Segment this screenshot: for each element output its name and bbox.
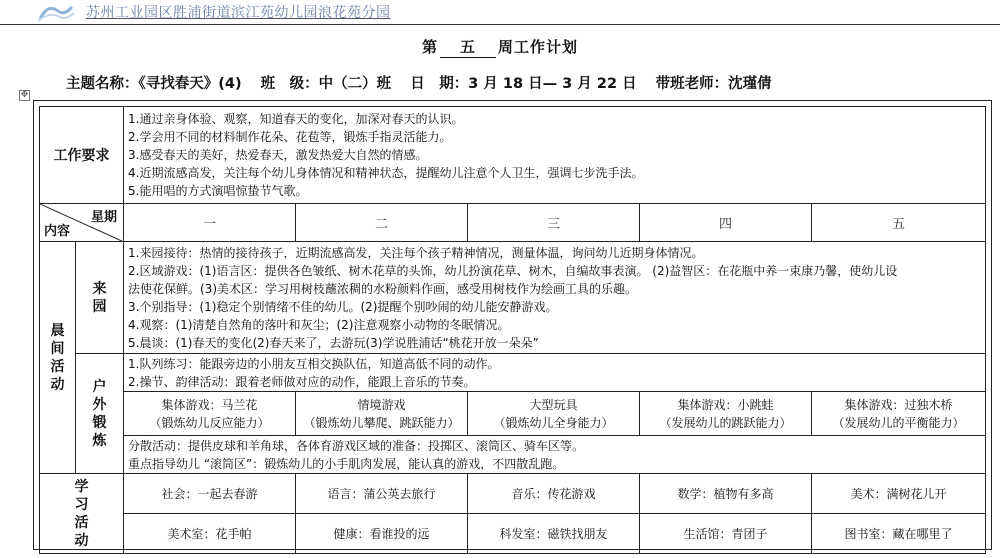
learning-row-1 <box>40 474 986 514</box>
table-move-handle-icon[interactable]: ✥ <box>20 90 29 100</box>
requirement-item: 4.近期流感高发，关注每个幼儿身体情况和精神状态，提醒幼儿注意个人卫生，强调七步洗手法。 <box>128 166 644 180</box>
outdoor-games-row <box>40 392 986 436</box>
day-wednesday: 三 <box>468 204 640 242</box>
requirements-list <box>124 107 986 204</box>
requirement-item: 3.感受春天的美好，热爱春天，激发热爱大自然的情感。 <box>128 148 428 162</box>
content-label: 内容 <box>44 224 71 239</box>
school-logo-icon <box>36 1 76 23</box>
learning-activities-label: 学习活动 <box>40 474 124 554</box>
requirements-label: 工作要求 <box>40 107 124 204</box>
outdoor-note: 重点指导幼儿 “滚筒区”：锻炼幼儿的小手肌肉发展，能认真的游戏，不四散乱跑。 <box>128 456 565 471</box>
weekly-plan-table <box>39 106 986 554</box>
outdoor-label: 户外锻炼 <box>76 354 124 474</box>
day-header-row <box>40 204 986 242</box>
exercise-item: 2.操节、韵律活动：跟着老师做对应的动作，能跟上音乐的节奏。 <box>128 374 476 389</box>
room-monday: 美术室：花手帕 <box>124 514 296 554</box>
arrival-item: 法使花保鲜。(3)美术区：学习用树枝蘸浓稠的水粉颜料作画，感受用树枝作为绘画工具的乐趣。 <box>128 281 638 296</box>
outdoor-exercises <box>124 354 986 392</box>
page-title <box>0 36 1000 58</box>
game-thursday: 集体游戏：小跳蛙 （发展幼儿的跳跃能力） <box>640 392 812 436</box>
title-suffix: 周工作计划 <box>498 38 579 56</box>
plan-info-line <box>66 72 786 93</box>
day-content-corner <box>40 204 124 242</box>
learning-wednesday: 音乐：传花游戏 <box>468 474 640 514</box>
requirement-item: 1.通过亲身体验、观察，知道春天的变化，加深对春天的认识。 <box>128 112 464 126</box>
learning-thursday: 数学：植物有多高 <box>640 474 812 514</box>
header-divider <box>0 24 1000 25</box>
game-tuesday: 情境游戏 （锻炼幼儿攀爬、跳跃能力） <box>296 392 468 436</box>
learning-friday: 美术：满树花儿开 <box>812 474 986 514</box>
outdoor-exercise-row <box>40 354 986 392</box>
teacher-name: 带班老师：沈瑾倩 <box>655 76 772 92</box>
page-header <box>0 0 1000 26</box>
day-tuesday: 二 <box>296 204 468 242</box>
learning-row-2 <box>40 514 986 554</box>
week-number: 五 <box>440 36 496 58</box>
learning-monday: 社会：一起去春游 <box>124 474 296 514</box>
requirement-item: 5.能用唱的方式演唱惊蛰节气歌。 <box>128 184 308 198</box>
arrival-label: 来园 <box>76 242 124 354</box>
day-friday: 五 <box>812 204 986 242</box>
day-monday: 一 <box>124 204 296 242</box>
arrival-row <box>40 242 986 354</box>
outdoor-notes-row <box>40 436 986 474</box>
plan-table-frame <box>33 100 992 550</box>
title-prefix: 第 <box>421 38 438 56</box>
date-range: 日 期：3 月 18 日— 3 月 22 日 <box>410 76 637 92</box>
school-name: 苏州工业园区胜浦街道滨江苑幼儿园浪花苑分园 <box>86 5 391 21</box>
arrival-item: 2.区域游戏：(1)语言区：提供各色皱纸、树木花草的头饰，幼儿扮演花草、树木，自编故事表演。 (2)益智区：在花瓶中养一束康乃馨，使幼儿设 <box>128 263 898 278</box>
class-name: 班 级：中（二）班 <box>260 76 392 92</box>
game-monday: 集体游戏：马兰花 （锻炼幼儿反应能力） <box>124 392 296 436</box>
outdoor-note: 分散活动：提供皮球和羊角球，各体育游戏区域的准备：投掷区、滚筒区、骑车区等。 <box>128 438 585 453</box>
day-thursday: 四 <box>640 204 812 242</box>
requirements-row <box>40 107 986 204</box>
arrival-item: 1.来园接待：热情的接待孩子，近期流感高发，关注每个孩子精神情况，测量体温，询问幼儿近期身体情况。 <box>128 245 704 260</box>
outdoor-notes <box>124 436 986 474</box>
arrival-item: 4.观察：(1)清楚自然角的落叶和灰尘；(2)注意观察小动物的冬眠情况。 <box>128 317 510 332</box>
arrival-item: 3.个别指导：(1)稳定个别情绪不佳的幼儿。(2)提醒个别吵闹的幼儿能安静游戏。 <box>128 299 558 314</box>
game-friday: 集体游戏：过独木桥 （发展幼儿的平衡能力） <box>812 392 986 436</box>
room-thursday: 生活馆：青团子 <box>640 514 812 554</box>
weekday-label: 星期 <box>90 210 117 225</box>
game-wednesday: 大型玩具 （锻炼幼儿全身能力） <box>468 392 640 436</box>
room-tuesday: 健康：看谁投的远 <box>296 514 468 554</box>
arrival-details <box>124 242 986 354</box>
theme-name: 主题名称：《寻找春天》(4) <box>66 76 242 92</box>
learning-tuesday: 语言：蒲公英去旅行 <box>296 474 468 514</box>
exercise-item: 1.队列练习：能跟旁边的小朋友互相交换队伍，知道高低不同的动作。 <box>128 356 500 371</box>
arrival-item: 5.晨谈：(1)春天的变化(2)春天来了，去游玩(3)学说胜浦话“桃花开放一朵朵” <box>128 335 539 350</box>
room-wednesday: 科发室：磁铁找朋友 <box>468 514 640 554</box>
requirement-item: 2.学会用不同的材料制作花朵、花苞等，锻炼手指灵活能力。 <box>128 130 452 144</box>
morning-activities-label: 晨间活动 <box>40 242 76 474</box>
room-friday: 图书室：藏在哪里了 <box>812 514 986 554</box>
